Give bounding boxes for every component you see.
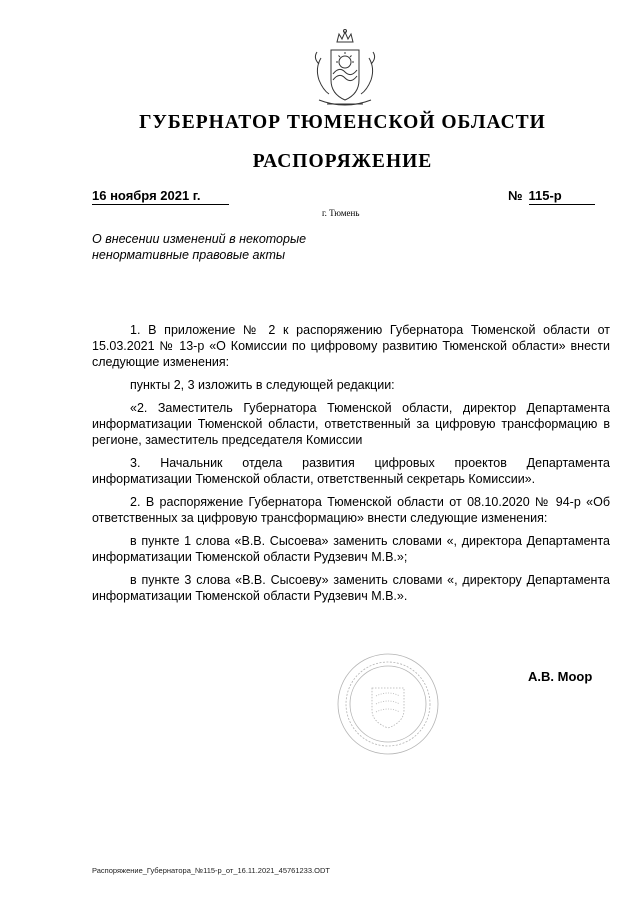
body-paragraph: «2. Заместитель Губернатора Тюменской области, директор Департамента информатизации Тюменской области, ответственный за цифровую трансформацию в регионе, заместитель председателя Комиссии (92, 401, 610, 447)
body-paragraph: 2. В распоряжение Губернатора Тюменской области от 08.10.2020 № 94-р «Об ответственных за цифровую трансформацию» внести следующие изменения: (92, 495, 610, 525)
body-paragraph: пункты 2, 3 изложить в следующей редакции: (130, 378, 395, 392)
document-city: г. Тюмень (322, 208, 360, 218)
footer-filename: Распоряжение_Губернатора_№115-р_от_16.11.2021_45761233.ODT (92, 866, 330, 875)
document-type-title: РАСПОРЯЖЕНИЕ (252, 151, 433, 172)
official-seal-icon (336, 652, 440, 756)
document-number-block (508, 188, 604, 205)
body-paragraph: в пункте 3 слова «В.В. Сысоеву» заменить словами «, директору Департамента информатизации Тюменской области Рудзевич М.В.». (92, 573, 610, 603)
document-number: 115-р (529, 188, 595, 205)
document-subject: О внесении изменений в некоторые ненормативные правовые акты (92, 232, 307, 262)
document-date: 16 ноября 2021 г. (92, 188, 229, 205)
signatory-name: А.В. Моор (528, 669, 593, 684)
body-paragraph: 1. В приложение № 2 к распоряжению Губернатора Тюменской области от 15.03.2021 № 13-р «О Комиссии по цифровому развитию Тюменской области» внести следующие изменения: (92, 323, 610, 369)
document-number-label: № (508, 188, 523, 203)
governor-title: ГУБЕРНАТОР ТЮМЕНСКОЙ ОБЛАСТИ (139, 112, 546, 133)
document-body (92, 322, 610, 611)
tyumen-region-coat-of-arms-icon (305, 28, 385, 116)
body-paragraph: 3. Начальник отдела развития цифровых проектов Департамента информатизации Тюменской области, ответственный секретарь Комиссии». (92, 456, 610, 486)
body-paragraph: в пункте 1 слова «В.В. Сысоева» заменить словами «, директора Департамента информатизации Тюменской области Рудзевич М.В.»; (92, 534, 610, 564)
